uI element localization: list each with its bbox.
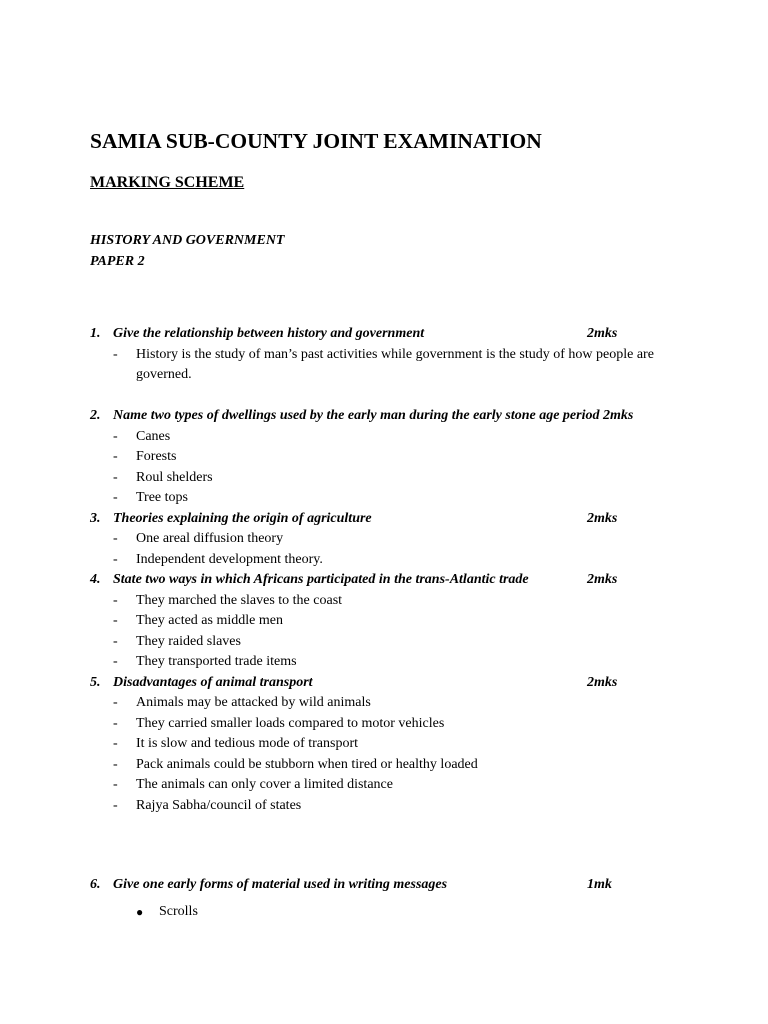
dash-marker: - <box>113 469 118 485</box>
dash-marker: - <box>113 715 118 731</box>
answer-text: Independent development theory. <box>136 551 323 567</box>
answer-item <box>90 591 690 612</box>
answer-text: Scrolls <box>159 903 198 919</box>
answer-text: They marched the slaves to the coast <box>136 592 343 608</box>
answer-text: It is slow and tedious mode of transport <box>136 736 359 751</box>
dash-marker: - <box>113 777 118 792</box>
question-heading <box>90 324 690 345</box>
answer-text: They acted as middle men <box>136 613 283 628</box>
question-marks: 2mks <box>587 572 618 587</box>
answer-item <box>90 796 690 817</box>
question-number: 3. <box>90 510 101 526</box>
answer-text: One areal diffusion theory <box>136 531 284 546</box>
dash-marker: - <box>113 613 118 628</box>
answer-text: Rajya Sabha/council of states <box>136 797 302 813</box>
question-number: 2. <box>90 408 101 423</box>
answer-item <box>90 345 690 386</box>
question-marks: 2mks <box>587 326 618 341</box>
question-number: 4. <box>90 572 101 587</box>
answer-item <box>90 447 690 468</box>
question-6 <box>90 875 690 922</box>
dash-marker: - <box>113 490 118 505</box>
question-text: State two ways in which Africans participated in the trans-Atlantic trade <box>113 572 529 587</box>
question-2 <box>90 406 690 509</box>
dash-marker: - <box>113 633 118 649</box>
document-meta <box>90 230 284 272</box>
answer-item <box>90 902 690 923</box>
question-heading <box>90 875 690 896</box>
answer-item <box>90 734 690 755</box>
dash-marker: - <box>113 736 118 751</box>
question-marks: 1mk <box>587 877 612 892</box>
answer-item <box>90 632 690 653</box>
answer-text: The animals can only cover a limited distance <box>136 777 393 792</box>
answer-item <box>90 714 690 735</box>
dash-marker: - <box>113 346 118 362</box>
dash-marker: - <box>113 654 118 669</box>
question-heading <box>90 570 690 591</box>
answer-text: Forests <box>136 449 177 464</box>
answer-item <box>90 468 690 489</box>
question-number: 5. <box>90 674 101 690</box>
question-text: Theories explaining the origin of agriculture <box>113 510 372 526</box>
question-marks: 2mks <box>587 510 618 526</box>
answer-item <box>90 427 690 448</box>
answer-item <box>90 488 690 509</box>
answer-text: They carried smaller loads compared to motor vehicles <box>136 715 445 731</box>
answer-item <box>90 550 690 571</box>
answer-item <box>90 652 690 673</box>
answer-item <box>90 693 690 714</box>
answer-text: Animals may be attacked by wild animals <box>136 695 371 710</box>
question-number: 6. <box>90 877 101 892</box>
question-5 <box>90 673 690 817</box>
answer-item <box>90 611 690 632</box>
question-4 <box>90 570 690 673</box>
dash-marker: - <box>113 449 118 464</box>
dash-marker: - <box>113 428 118 444</box>
dash-marker: - <box>113 695 118 710</box>
question-3 <box>90 509 690 571</box>
paper-label: PAPER 2 <box>90 254 145 269</box>
subject-label: HISTORY AND GOVERNMENT <box>90 233 285 248</box>
question-text: Give one early forms of material used in writing messages <box>113 877 448 892</box>
answer-item <box>90 755 690 776</box>
question-1 <box>90 324 690 386</box>
answer-text: History is the study of man’s past activities while government is the study of how people are governed. <box>136 346 654 382</box>
answer-text: They raided slaves <box>136 633 241 649</box>
question-heading <box>90 509 690 530</box>
question-heading <box>90 406 690 427</box>
answer-item <box>90 775 690 796</box>
question-text: Disadvantages of animal transport <box>113 674 313 690</box>
questions-list <box>90 324 690 922</box>
dash-marker: - <box>113 756 118 772</box>
dash-marker: - <box>113 551 118 567</box>
question-marks: 2mks <box>587 674 618 690</box>
question-number: 1. <box>90 326 101 341</box>
question-text: Name two types of dwellings used by the early man during the early stone age period 2mks <box>113 408 634 423</box>
answer-item <box>90 529 690 550</box>
answer-text: Canes <box>136 428 171 444</box>
dash-marker: - <box>113 797 118 813</box>
answer-text: Pack animals could be stubborn when tired or healthy loaded <box>136 756 478 772</box>
document-title: SAMIA SUB-COUNTY JOINT EXAMINATION <box>90 129 542 153</box>
dash-marker: - <box>113 531 118 546</box>
answer-text: Tree tops <box>136 490 188 505</box>
document-subtitle: MARKING SCHEME <box>90 174 245 191</box>
question-text: Give the relationship between history and government <box>113 326 425 341</box>
answer-text: Roul shelders <box>136 469 213 485</box>
question-heading <box>90 673 690 694</box>
answer-text: They transported trade items <box>136 654 297 669</box>
bullet-icon: ● <box>136 904 144 919</box>
dash-marker: - <box>113 592 118 608</box>
